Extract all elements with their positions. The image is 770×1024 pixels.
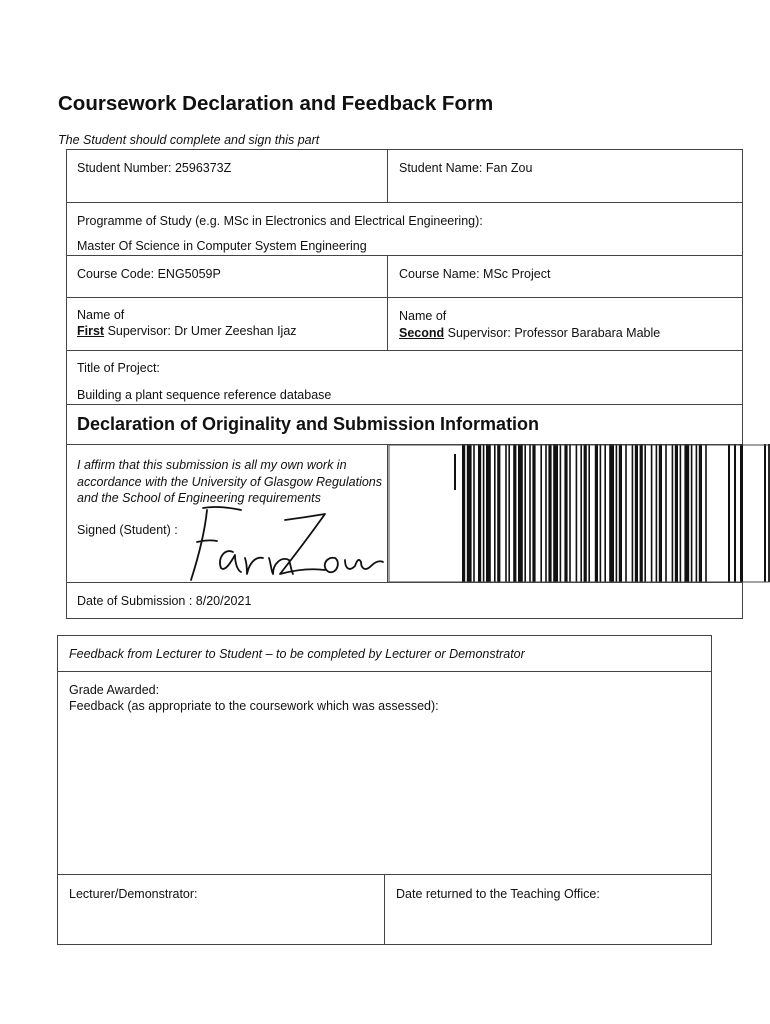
- column-divider: [387, 255, 388, 350]
- divider: [66, 350, 743, 351]
- signature-image: [185, 500, 385, 585]
- student-instruction: The Student should complete and sign this part: [58, 133, 320, 147]
- feedback-heading: Feedback from Lecturer to Student – to be completed by Lecturer or Demonstrator: [69, 647, 525, 661]
- second-supervisor-name-of: Name of: [399, 309, 447, 323]
- feedback-label: Feedback (as appropriate to the coursework which was assessed):: [69, 699, 439, 713]
- student-name: Student Name: Fan Zou: [399, 161, 533, 175]
- second-label: Second: [399, 326, 445, 340]
- barcode-image: [388, 444, 770, 584]
- grade-label: Grade Awarded:: [69, 683, 160, 697]
- column-divider: [387, 149, 388, 202]
- signed-label: Signed (Student) :: [77, 523, 178, 537]
- student-number: Student Number: 2596373Z: [77, 161, 232, 175]
- form-title: Coursework Declaration and Feedback Form: [58, 92, 494, 115]
- lecturer-label: Lecturer/Demonstrator:: [69, 887, 198, 901]
- divider: [66, 202, 743, 203]
- divider: [57, 671, 712, 672]
- divider: [66, 404, 743, 405]
- date-returned-label: Date returned to the Teaching Office:: [396, 887, 600, 901]
- programme-label: Programme of Study (e.g. MSc in Electronics and Electrical Engineering):: [77, 214, 483, 228]
- declaration-heading: Declaration of Originality and Submission Information: [77, 414, 540, 434]
- first-supervisor: [77, 324, 297, 338]
- divider: [66, 255, 743, 256]
- first-supervisor-name-of: Name of: [77, 308, 125, 322]
- date-of-submission: Date of Submission : 8/20/2021: [77, 594, 252, 608]
- project-title: Building a plant sequence reference database: [77, 388, 332, 402]
- divider: [66, 297, 743, 298]
- column-divider: [384, 874, 385, 945]
- course-name: Course Name: MSc Project: [399, 267, 551, 281]
- second-supervisor-text: Supervisor: Professor Barabara Mable: [444, 326, 661, 340]
- second-supervisor: [399, 326, 660, 340]
- affirmation-text: I affirm that this submission is all my own work in accordance with the University of Glasgow Regulations and the School of Engineering requirements: [77, 458, 383, 505]
- first-label: First: [77, 324, 105, 338]
- first-supervisor-text: Supervisor: Dr Umer Zeeshan Ijaz: [104, 324, 297, 338]
- programme-value: Master Of Science in Computer System Engineering: [77, 239, 367, 253]
- course-code: Course Code: ENG5059P: [77, 267, 221, 281]
- project-label: Title of Project:: [77, 361, 160, 375]
